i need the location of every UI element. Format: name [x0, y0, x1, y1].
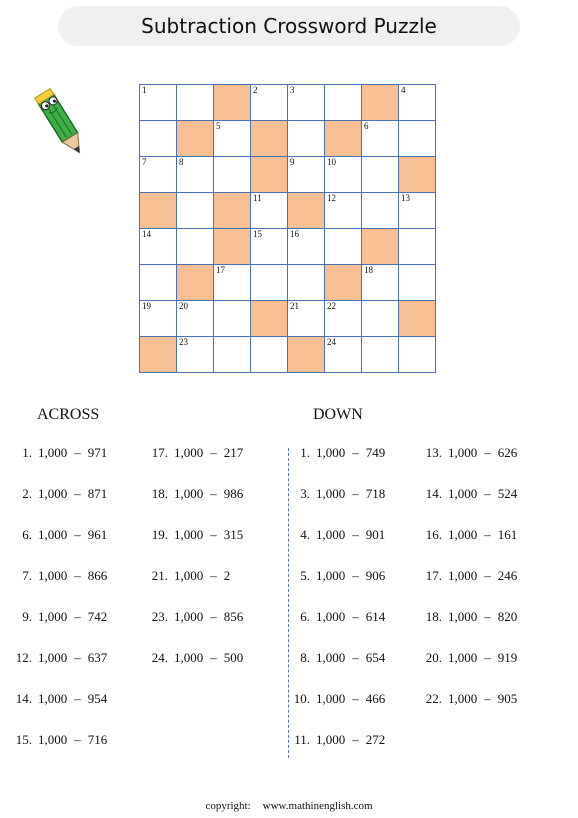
cell-number: 21 [290, 301, 299, 311]
grid-cell-shaded [140, 337, 177, 373]
clue-subtrahend: 217 [223, 445, 244, 460]
grid-cell[interactable] [140, 157, 177, 193]
grid-cell-shaded [325, 265, 362, 301]
grid-cell[interactable] [325, 157, 362, 193]
clue-subtrahend: 524 [497, 486, 518, 501]
clue-minuend: 1,000 [38, 527, 68, 542]
clue-minuend: 1,000 [316, 732, 346, 747]
clue-number: 2. [22, 486, 32, 501]
clue-minuend: 1,000 [38, 691, 68, 706]
cell-number: 22 [327, 301, 336, 311]
clue-minuend: 1,000 [38, 650, 68, 665]
across-clue [10, 732, 107, 748]
clue-subtrahend: 716 [87, 732, 108, 747]
clue-number: 24. [151, 650, 168, 665]
clue-minuend: 1,000 [174, 609, 204, 624]
cell-number: 12 [327, 193, 336, 203]
down-clue [288, 650, 385, 666]
across-heading: ACROSS [37, 406, 100, 423]
clue-operator: – [74, 609, 81, 624]
clue-operator: – [352, 609, 359, 624]
down-heading: DOWN [313, 406, 363, 423]
cell-number: 11 [253, 193, 262, 203]
clue-operator: – [484, 568, 491, 583]
grid-cell-shaded [288, 193, 325, 229]
clue-minuend: 1,000 [448, 650, 478, 665]
clue-operator: – [74, 568, 81, 583]
down-clue [288, 691, 385, 707]
clue-minuend: 1,000 [316, 691, 346, 706]
grid-cell-shaded [214, 85, 251, 121]
clue-subtrahend: 272 [365, 732, 386, 747]
clue-minuend: 1,000 [316, 527, 346, 542]
clue-operator: – [74, 527, 81, 542]
grid-cell[interactable] [362, 337, 399, 373]
grid-cell[interactable] [177, 337, 214, 373]
cell-number: 14 [142, 229, 151, 239]
down-clue [420, 609, 517, 625]
clue-subtrahend: 905 [497, 691, 518, 706]
clue-number: 10. [293, 691, 310, 706]
across-clue [10, 527, 107, 543]
grid-row [140, 85, 436, 121]
across-clue [146, 650, 243, 666]
clue-operator: – [74, 445, 81, 460]
grid-cell[interactable] [177, 85, 214, 121]
grid-row [140, 157, 436, 193]
clue-operator: – [210, 609, 217, 624]
clue-minuend: 1,000 [174, 568, 204, 583]
clue-operator: – [74, 732, 81, 747]
clue-number: 4. [300, 527, 310, 542]
grid-cell[interactable] [177, 301, 214, 337]
grid-cell-shaded [251, 157, 288, 193]
clue-number: 22. [425, 691, 442, 706]
cell-number: 19 [142, 301, 151, 311]
clue-minuend: 1,000 [316, 445, 346, 460]
pencil-mascot-icon [30, 80, 92, 166]
clue-minuend: 1,000 [38, 609, 68, 624]
grid-cell[interactable] [214, 121, 251, 157]
grid-cell[interactable] [177, 157, 214, 193]
grid-cell[interactable] [399, 85, 436, 121]
clue-number: 3. [300, 486, 310, 501]
cell-number: 23 [179, 337, 188, 347]
grid-cell[interactable] [177, 193, 214, 229]
down-clue [288, 445, 385, 461]
clue-operator: – [74, 486, 81, 501]
clue-subtrahend: 871 [87, 486, 108, 501]
grid-cell[interactable] [362, 121, 399, 157]
grid-cell[interactable] [288, 265, 325, 301]
down-clue [420, 650, 517, 666]
title-banner [58, 6, 520, 46]
clue-minuend: 1,000 [448, 486, 478, 501]
clue-number: 18. [425, 609, 442, 624]
clue-subtrahend: 637 [87, 650, 108, 665]
grid-cell[interactable] [251, 85, 288, 121]
cell-number: 5 [216, 121, 221, 131]
clue-subtrahend: 971 [87, 445, 108, 460]
clue-subtrahend: 866 [87, 568, 108, 583]
grid-cell-shaded [140, 193, 177, 229]
grid-cell-shaded [399, 157, 436, 193]
clue-subtrahend: 749 [365, 445, 386, 460]
clue-number: 23. [151, 609, 168, 624]
clue-subtrahend: 856 [223, 609, 244, 624]
grid-cell[interactable] [288, 229, 325, 265]
clue-subtrahend: 2 [223, 568, 231, 583]
grid-cell-shaded [362, 229, 399, 265]
clue-subtrahend: 901 [365, 527, 386, 542]
clue-number: 8. [300, 650, 310, 665]
clue-minuend: 1,000 [448, 609, 478, 624]
clue-number: 5. [300, 568, 310, 583]
cell-number: 18 [364, 265, 373, 275]
clue-minuend: 1,000 [316, 568, 346, 583]
clue-number: 1. [22, 445, 32, 460]
grid-cell-shaded [214, 193, 251, 229]
clue-operator: – [352, 732, 359, 747]
clue-minuend: 1,000 [174, 445, 204, 460]
grid-cell[interactable] [362, 265, 399, 301]
grid-cell[interactable] [177, 229, 214, 265]
cell-number: 2 [253, 85, 258, 95]
across-clue [146, 486, 243, 502]
grid-cell[interactable] [214, 157, 251, 193]
grid-cell[interactable] [251, 337, 288, 373]
grid-cell[interactable] [288, 301, 325, 337]
clue-minuend: 1,000 [448, 691, 478, 706]
clue-operator: – [352, 568, 359, 583]
clue-subtrahend: 820 [497, 609, 518, 624]
down-clue [420, 568, 517, 584]
clue-number: 21. [151, 568, 168, 583]
clue-operator: – [352, 445, 359, 460]
grid-cell[interactable] [288, 121, 325, 157]
grid-cell[interactable] [140, 85, 177, 121]
clue-minuend: 1,000 [38, 568, 68, 583]
page-title: Subtraction Crossword Puzzle [141, 14, 437, 38]
clue-operator: – [484, 609, 491, 624]
grid-cell[interactable] [399, 337, 436, 373]
copyright-label: copyright: [205, 800, 251, 812]
grid-cell[interactable] [362, 301, 399, 337]
clue-subtrahend: 161 [497, 527, 518, 542]
clue-number: 14. [15, 691, 32, 706]
cell-number: 9 [290, 157, 295, 167]
cell-number: 10 [327, 157, 336, 167]
clue-minuend: 1,000 [174, 486, 204, 501]
clue-minuend: 1,000 [38, 732, 68, 747]
cell-number: 15 [253, 229, 262, 239]
clue-number: 18. [151, 486, 168, 501]
clue-number: 9. [22, 609, 32, 624]
grid-cell[interactable] [362, 157, 399, 193]
cell-number: 13 [401, 193, 410, 203]
clue-number: 13. [425, 445, 442, 460]
grid-cell[interactable] [288, 85, 325, 121]
across-clue [10, 609, 107, 625]
cell-number: 6 [364, 121, 369, 131]
cell-number: 3 [290, 85, 295, 95]
grid-cell-shaded [288, 337, 325, 373]
grid-cell[interactable] [325, 337, 362, 373]
grid-cell-shaded [251, 121, 288, 157]
clue-subtrahend: 614 [365, 609, 386, 624]
grid-cell[interactable] [288, 157, 325, 193]
grid-cell[interactable] [325, 85, 362, 121]
grid-cell-shaded [325, 121, 362, 157]
grid-cell[interactable] [399, 229, 436, 265]
clue-subtrahend: 718 [365, 486, 386, 501]
clue-operator: – [352, 650, 359, 665]
across-clue [146, 527, 243, 543]
clue-operator: – [352, 486, 359, 501]
clue-number: 15. [15, 732, 32, 747]
grid-cell[interactable] [399, 121, 436, 157]
down-clue [288, 527, 385, 543]
down-clue [420, 691, 517, 707]
clue-minuend: 1,000 [448, 568, 478, 583]
grid-cell-shaded [362, 85, 399, 121]
clue-operator: – [352, 527, 359, 542]
grid-cell[interactable] [140, 121, 177, 157]
clue-number: 6. [22, 527, 32, 542]
across-clue [10, 650, 107, 666]
grid-cell[interactable] [399, 265, 436, 301]
clue-divider [288, 448, 289, 758]
down-clue [420, 486, 517, 502]
down-clue [288, 609, 385, 625]
clue-operator: – [74, 691, 81, 706]
clue-number: 20. [425, 650, 442, 665]
clue-subtrahend: 654 [365, 650, 386, 665]
across-clue [10, 486, 107, 502]
down-clue [420, 527, 517, 543]
across-clue [10, 445, 107, 461]
grid-cell[interactable] [214, 337, 251, 373]
clue-subtrahend: 986 [223, 486, 244, 501]
across-clue [146, 609, 243, 625]
footer [0, 800, 578, 812]
grid-row [140, 121, 436, 157]
clue-operator: – [352, 691, 359, 706]
clue-number: 7. [22, 568, 32, 583]
grid-row [140, 337, 436, 373]
clue-minuend: 1,000 [448, 445, 478, 460]
clue-operator: – [484, 691, 491, 706]
clue-number: 17. [425, 568, 442, 583]
clue-minuend: 1,000 [316, 609, 346, 624]
cell-number: 7 [142, 157, 147, 167]
grid-cell-shaded [177, 121, 214, 157]
clue-number: 14. [425, 486, 442, 501]
clue-minuend: 1,000 [316, 650, 346, 665]
clue-operator: – [210, 445, 217, 460]
clue-operator: – [484, 650, 491, 665]
grid-cell[interactable] [251, 193, 288, 229]
grid-cell-shaded [214, 229, 251, 265]
cell-number: 20 [179, 301, 188, 311]
grid-row [140, 301, 436, 337]
clue-number: 1. [300, 445, 310, 460]
clue-operator: – [210, 650, 217, 665]
clue-subtrahend: 961 [87, 527, 108, 542]
grid-cell[interactable] [325, 301, 362, 337]
clue-minuend: 1,000 [448, 527, 478, 542]
across-clue [146, 568, 230, 584]
clue-subtrahend: 954 [87, 691, 108, 706]
grid-cell-shaded [177, 265, 214, 301]
clue-subtrahend: 246 [497, 568, 518, 583]
clue-operator: – [210, 568, 217, 583]
cell-number: 16 [290, 229, 299, 239]
crossword-grid [139, 84, 436, 373]
clue-subtrahend: 906 [365, 568, 386, 583]
down-clue [288, 568, 385, 584]
down-clue [288, 732, 385, 748]
grid-cell[interactable] [140, 265, 177, 301]
clue-operator: – [484, 527, 491, 542]
grid-cell[interactable] [362, 193, 399, 229]
grid-cell-shaded [251, 301, 288, 337]
cell-number: 24 [327, 337, 336, 347]
clue-minuend: 1,000 [38, 445, 68, 460]
grid-cell[interactable] [140, 229, 177, 265]
clue-number: 16. [425, 527, 442, 542]
clue-operator: – [210, 486, 217, 501]
cell-number: 8 [179, 157, 184, 167]
grid-cell[interactable] [399, 193, 436, 229]
clue-operator: – [484, 445, 491, 460]
clue-subtrahend: 315 [223, 527, 244, 542]
clue-subtrahend: 919 [497, 650, 518, 665]
clue-number: 19. [151, 527, 168, 542]
across-clue [10, 691, 107, 707]
clue-subtrahend: 466 [365, 691, 386, 706]
down-clue [288, 486, 385, 502]
clue-subtrahend: 500 [223, 650, 244, 665]
copyright-site: www.mathinenglish.com [262, 800, 373, 812]
grid-row [140, 229, 436, 265]
grid-row [140, 193, 436, 229]
grid-cell[interactable] [251, 265, 288, 301]
clue-minuend: 1,000 [38, 486, 68, 501]
cell-number: 4 [401, 85, 406, 95]
clue-number: 12. [15, 650, 32, 665]
clue-minuend: 1,000 [174, 527, 204, 542]
clue-operator: – [74, 650, 81, 665]
clue-minuend: 1,000 [316, 486, 346, 501]
across-clue [146, 445, 243, 461]
grid-row [140, 265, 436, 301]
clue-number: 11. [294, 732, 310, 747]
grid-cell[interactable] [325, 193, 362, 229]
cell-number: 1 [142, 85, 147, 95]
clue-minuend: 1,000 [174, 650, 204, 665]
grid-cell[interactable] [251, 229, 288, 265]
cell-number: 17 [216, 265, 225, 275]
grid-cell-shaded [399, 301, 436, 337]
clue-number: 17. [151, 445, 168, 460]
clue-subtrahend: 626 [497, 445, 518, 460]
grid-cell[interactable] [325, 229, 362, 265]
grid-cell[interactable] [214, 301, 251, 337]
clue-subtrahend: 742 [87, 609, 108, 624]
grid-cell[interactable] [214, 265, 251, 301]
clue-operator: – [210, 527, 217, 542]
down-clue [420, 445, 517, 461]
grid-cell[interactable] [140, 301, 177, 337]
clue-number: 6. [300, 609, 310, 624]
clue-operator: – [484, 486, 491, 501]
across-clue [10, 568, 107, 584]
